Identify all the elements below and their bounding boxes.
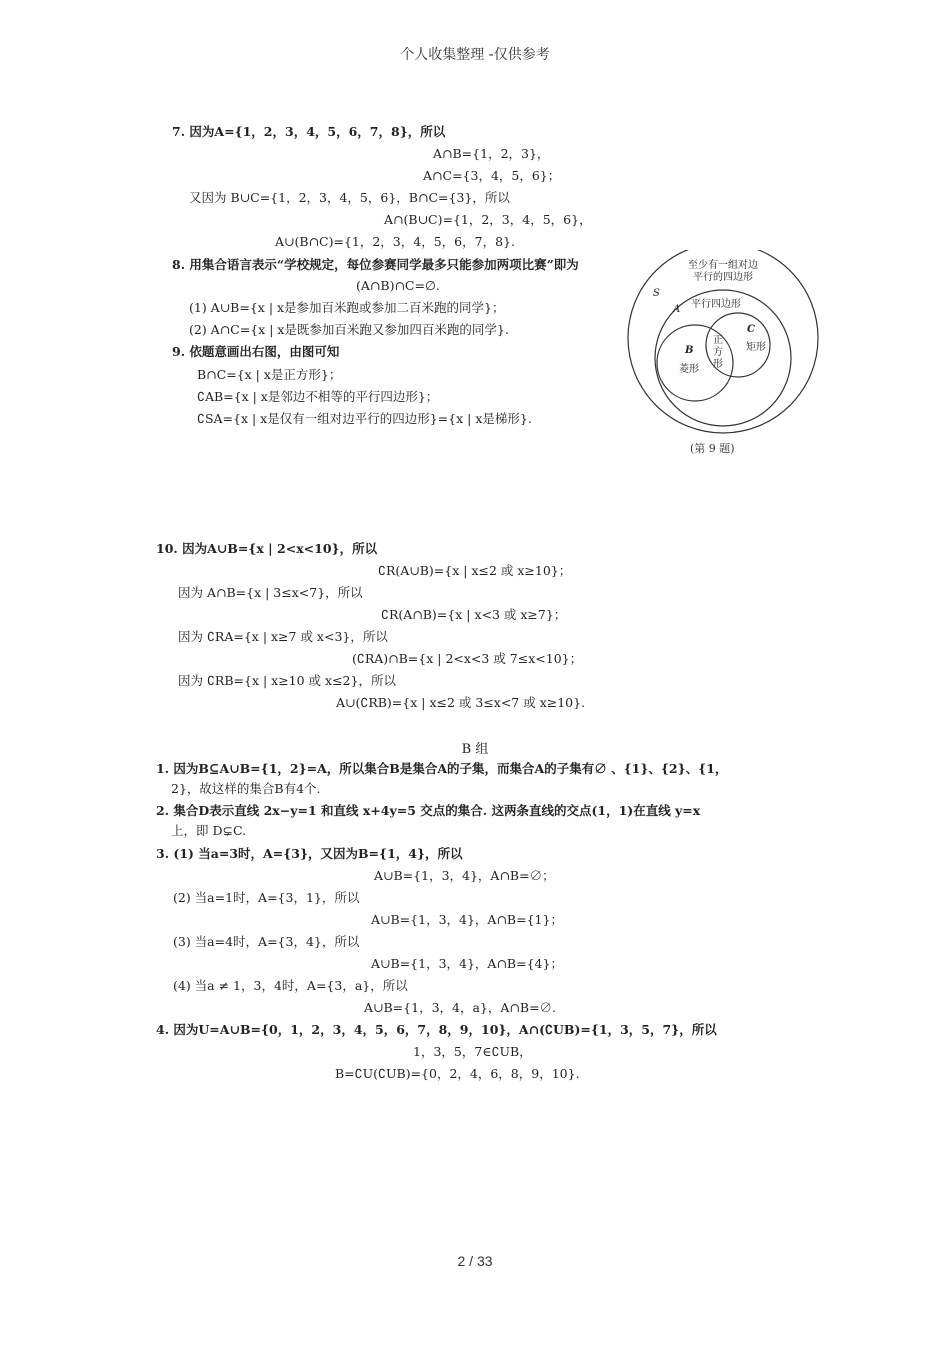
text-line: (A∩B)∩C=∅. (356, 278, 440, 293)
text-line: ∁AB={x | x是邻边不相等的平行四边形}； (197, 389, 439, 404)
text-line: (1) A∪B={x | x是参加百米跑或参加二百米跑的同学}； (189, 300, 505, 315)
text-line: 1，3，5，7∈∁UB， (413, 1044, 532, 1059)
text-line: 8. 用集合语言表示“学校规定，每位参赛同学最多只能参加两项比赛”即为 (172, 257, 579, 272)
text-line: A∪(B∩C)={1，2，3，4，5，6，7，8}. (275, 234, 515, 249)
text-line: 2}，故这样的集合B有4个. (171, 781, 321, 796)
venn-A-description: 平行四边形 (691, 299, 741, 310)
text-line: 4. 因为U=A∪B={0，1，2，3，4，5，6，7，8，9，10}，A∩(∁UB)={1，3，5，7}，所以 (156, 1022, 717, 1037)
text-line: (3) 当a=4时，A={3，4}，所以 (173, 934, 360, 949)
venn-label-B: B (685, 345, 694, 356)
page-number: 2 / 33 (457, 1253, 493, 1269)
venn-intersection-char-2: 方 (713, 347, 723, 358)
text-line: A∪B={1，3，4}，A∩B={4}； (371, 956, 563, 971)
text-line: 因为 A∩B={x | 3≤x<7}，所以 (178, 585, 363, 600)
text-line: A∪B={1，3，4}，A∩B=∅； (374, 868, 555, 883)
text-line: 因为 ∁RB={x | x≥10 或 x≤2}，所以 (178, 673, 396, 688)
text-line: A∩C={3，4，5，6}； (423, 168, 561, 183)
text-line: 7. 因为A={1，2，3，4，5，6，7，8}，所以 (172, 124, 446, 139)
text-line: (4) 当a ≠ 1，3，4时，A={3，a}，所以 (173, 978, 408, 993)
text-line: 因为 ∁RA={x | x≥7 或 x<3}，所以 (178, 629, 388, 644)
text-line: 9. 依题意画出右图，由图可知 (172, 344, 340, 359)
text-line: ∁R(A∪B)={x | x≤2 或 x≥10}； (378, 563, 572, 578)
text-line: 上，即 D⊊C. (171, 823, 247, 838)
text-line: (2) 当a=1时，A={3，1}，所以 (173, 890, 360, 905)
venn-intersection-char-1: 正 (713, 335, 723, 346)
venn-diagram (623, 250, 823, 440)
text-line: 又因为 B∪C={1，2，3，4，5，6}，B∩C={3}，所以 (189, 190, 510, 205)
venn-caption: (第 9 题) (690, 442, 735, 455)
venn-outer-label-2: 平行的四边形 (693, 272, 753, 283)
venn-C-description: 矩形 (746, 342, 766, 353)
text-line: (∁RA)∩B={x | 2<x<3 或 7≤x<10}； (352, 651, 583, 666)
text-line: A∩B={1，2，3}， (433, 146, 550, 161)
venn-B-description: 菱形 (679, 364, 699, 375)
text-line: A∪(∁RB)={x | x≤2 或 3≤x<7 或 x≥10}. (336, 695, 586, 710)
text-line: B=∁U(∁UB)={0，2，4，6，8，9，10}. (335, 1066, 580, 1081)
text-line: 10. 因为A∪B={x | 2<x<10}，所以 (156, 541, 378, 556)
text-line: A∪B={1，3，4，a}，A∩B=∅. (364, 1000, 557, 1015)
text-line: ∁R(A∩B)={x | x<3 或 x≥7}； (381, 607, 567, 622)
text-line: 3. (1) 当a=3时，A={3}，又因为B={1，4}，所以 (156, 846, 463, 861)
venn-outer-label-1: 至少有一组对边 (688, 260, 758, 271)
text-line: 1. 因为B⊆A∪B={1，2}=A，所以集合B是集合A的子集，而集合A的子集有∅ 、{1}、{2}、{1， (156, 761, 728, 776)
venn-intersection-char-3: 形 (713, 359, 723, 370)
text-line: A∩(B∪C)={1，2，3，4，5，6}， (384, 212, 592, 227)
venn-label-A: A (673, 304, 681, 315)
page-header: 个人收集整理 -仅供参考 (400, 47, 550, 63)
group-b-title: B 组 (461, 742, 489, 757)
text-line: A∪B={1，3，4}，A∩B={1}； (371, 912, 563, 927)
venn-label-C: C (747, 324, 755, 335)
text-line: (2) A∩C={x | x是既参加百米跑又参加四百米跑的同学}. (189, 322, 509, 337)
text-line: B∩C={x | x是正方形}； (197, 367, 342, 382)
text-line: ∁SA={x | x是仅有一组对边平行的四边形}={x | x是梯形}. (197, 411, 532, 426)
text-line: 2. 集合D表示直线 2x−y=1 和直线 x+4y=5 交点的集合. 这两条直线的交点(1，1)在直线 y=x (156, 803, 701, 818)
venn-label-S: S (653, 288, 660, 299)
